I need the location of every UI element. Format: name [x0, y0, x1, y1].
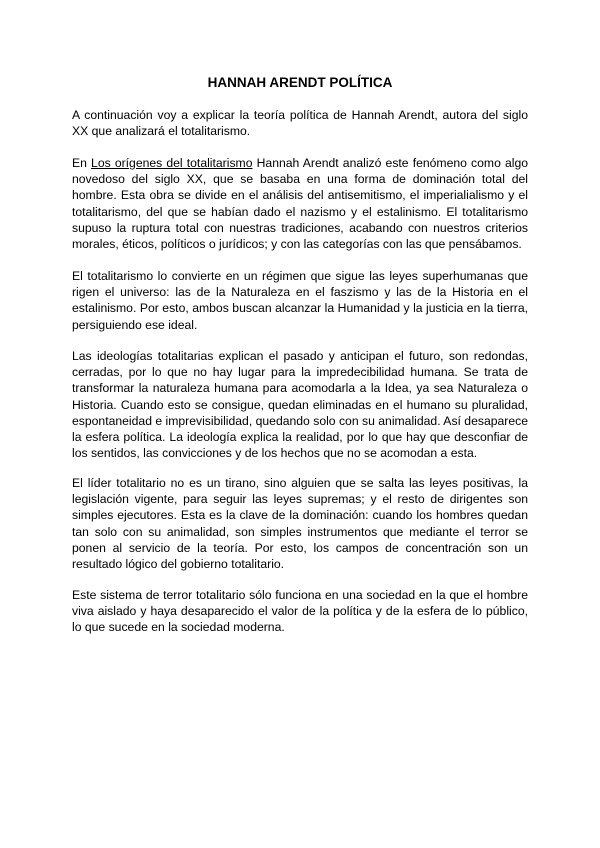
paragraph-leader: El líder totalitario no es un tirano, sino alguien que se salta las leyes positivas, la legislación vigente, para seguir las leyes supremas; y el resto de dirigentes son simples ejecutores. Esta es la clave de la dominación: cuando los hombres quedan tan solo con su animalidad, son simples instrumentos que mediante el terror se ponen al servicio de la teoría. Por esto, los campos de concentración son un resultado lógico del gobierno totalitario.	[72, 476, 528, 572]
paragraph-intro: A continuación voy a explicar la teoría política de Hannah Arendt, autora del siglo XX que analizará el totalitarismo.	[72, 108, 528, 139]
document-title: HANNAH ARENDT POLÍTICA	[207, 75, 393, 90]
paragraph-society: Este sistema de terror totalitario sólo funciona en una sociedad en la que el hombre viva aislado y haya desaparecido el valor de la política y de la esfera de lo público, lo que sucede en la sociedad moderna.	[72, 588, 528, 635]
book-title: Los orígenes del totalitarismo	[91, 156, 253, 170]
paragraph-ideologies: Las ideologías totalitarias explican el pasado y anticipan el futuro, son redondas, cerradas, por lo que no hay lugar para la impredecibilidad humana. Se trata de transformar la naturaleza humana para acomodarla a la Idea, ya sea Naturaleza o Historia. Cuando esto se consigue, quedan eliminadas en el humano su pluralidad, espontaneidad e imprevisibilidad, quedando solo con su animalidad. Así desaparece la esfera política. La ideología explica la realidad, por lo que hay que desconfiar de los sentidos, las convicciones y de los hechos que no se acomodan a esta.	[72, 349, 528, 461]
paragraph-regime: El totalitarismo lo convierte en un régimen que sigue las leyes superhumanas que rigen el universo: las de la Naturaleza en el faszismo y las de la Historia en el estalinismo. Por esto, ambos buscan alcanzar la Humanidad y la justicia en la tierra, persiguiendo ese ideal.	[72, 269, 528, 332]
paragraph-origins-body: Hannah Arendt analizó este fenómeno como algo novedoso del siglo XX, que se basaba en una forma de dominación total del hombre. Esta obra se divide en el análisis del antisemitismo, el imperialialismo y el totalitarismo, del que se habían dado el nazismo y el estalinismo. El totalitarismo supuso la ruptura total con nuestras tradiciones, acabando con nuestros criterios morales, éticos, políticos o jurídicos; y con las categorías con las que pensábamos.	[72, 156, 529, 252]
paragraph-origins	[72, 155, 528, 252]
document-page	[72, 0, 528, 848]
paragraph-origins-prefix: En	[72, 156, 92, 170]
